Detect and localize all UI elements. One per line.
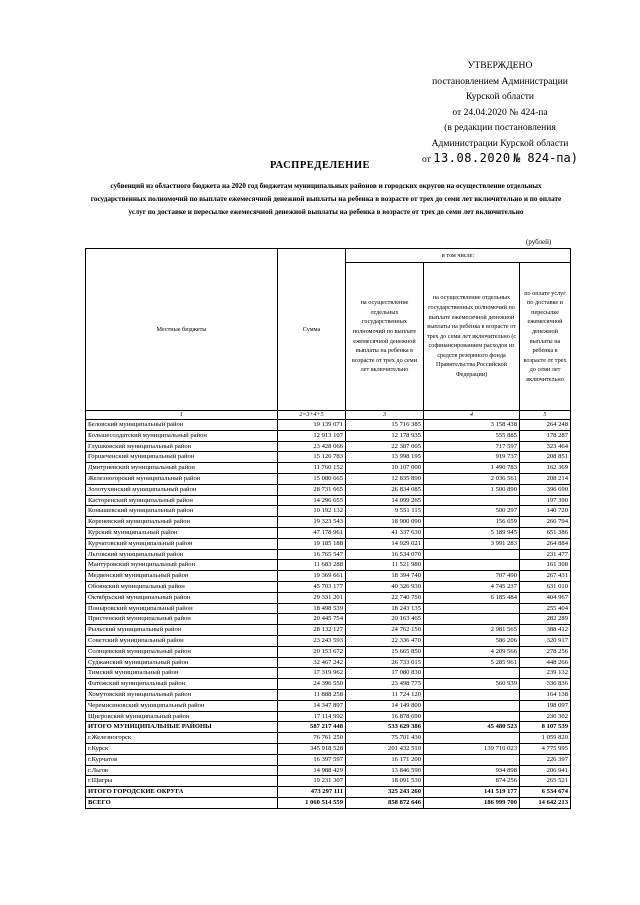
col3-cell: 17 080 830 bbox=[346, 668, 424, 679]
approval-line-2: постановлением Администрации bbox=[432, 75, 568, 87]
col4-cell: 874 256 bbox=[424, 776, 520, 787]
budget-name-cell: Конышевский муниципальный район bbox=[86, 506, 278, 517]
table-row bbox=[86, 441, 571, 452]
table-row bbox=[86, 495, 571, 506]
col4-cell: 3 991 283 bbox=[424, 538, 520, 549]
col3-cell: 16 878 690 bbox=[346, 711, 424, 722]
sum-cell: 29 331 201 bbox=[278, 592, 346, 603]
col5-cell: 14 642 213 bbox=[520, 797, 571, 808]
sum-cell: 11 683 288 bbox=[278, 560, 346, 571]
col5-cell: 388 412 bbox=[520, 625, 571, 636]
col4-cell: 6 185 484 bbox=[424, 592, 520, 603]
col4-cell: 2 036 561 bbox=[424, 473, 520, 484]
table-row bbox=[86, 625, 571, 636]
budget-name-cell: Щигровский муниципальный район bbox=[86, 711, 278, 722]
col5-cell: 178 287 bbox=[520, 430, 571, 441]
table-row bbox=[86, 657, 571, 668]
col3-cell: 26 733 015 bbox=[346, 657, 424, 668]
header-local-budgets: Местные бюджеты bbox=[86, 249, 278, 411]
col3-cell: 18 394 740 bbox=[346, 571, 424, 582]
col3-cell: 40 326 930 bbox=[346, 581, 424, 592]
col5-cell: 4 775 995 bbox=[520, 743, 571, 754]
budget-name-cell: г.Курчатов bbox=[86, 754, 278, 765]
col5-cell: 448 266 bbox=[520, 657, 571, 668]
col4-cell bbox=[424, 560, 520, 571]
col5-cell: 265 521 bbox=[520, 776, 571, 787]
budget-name-cell: ИТОГО ГОРОДСКИЕ ОКРУГА bbox=[86, 787, 278, 798]
col4-cell bbox=[424, 495, 520, 506]
table-row bbox=[86, 603, 571, 614]
col5-cell: 198 097 bbox=[520, 700, 571, 711]
sum-cell: 19 139 071 bbox=[278, 420, 346, 431]
table-row bbox=[86, 538, 571, 549]
sum-cell: 16 397 597 bbox=[278, 754, 346, 765]
col4-cell: 560 939 bbox=[424, 679, 520, 690]
col5-cell: 197 390 bbox=[520, 495, 571, 506]
col5-cell: 206 941 bbox=[520, 765, 571, 776]
budget-name-cell: г.Железногорск bbox=[86, 733, 278, 744]
budget-name-cell: Кореневский муниципальный район bbox=[86, 517, 278, 528]
sum-cell: 10 192 132 bbox=[278, 506, 346, 517]
column-index-row bbox=[86, 411, 571, 420]
col3-cell: 11 521 980 bbox=[346, 560, 424, 571]
col3-cell: 325 243 260 bbox=[346, 787, 424, 798]
header-sum: Сумма bbox=[278, 249, 346, 411]
budget-name-cell: г.Льгов bbox=[86, 765, 278, 776]
col3-cell: 14 149 800 bbox=[346, 700, 424, 711]
budget-name-cell: ИТОГО МУНИЦИПАЛЬНЫЕ РАЙОНЫ bbox=[86, 722, 278, 733]
budget-name-cell: ВСЕГО bbox=[86, 797, 278, 808]
table-row bbox=[86, 484, 571, 495]
col3-cell: 23 498 775 bbox=[346, 679, 424, 690]
table-row bbox=[86, 765, 571, 776]
sum-cell: 16 765 547 bbox=[278, 549, 346, 560]
col4-cell: 500 297 bbox=[424, 506, 520, 517]
sum-cell: 345 918 528 bbox=[278, 743, 346, 754]
budget-name-cell: Солнцевский муниципальный район bbox=[86, 646, 278, 657]
col3-cell: 14 099 265 bbox=[346, 495, 424, 506]
col4-cell: 717 597 bbox=[424, 441, 520, 452]
col4-cell: 186 999 700 bbox=[424, 797, 520, 808]
budget-name-cell: Обоянский муниципальный район bbox=[86, 581, 278, 592]
col4-cell bbox=[424, 549, 520, 560]
budget-name-cell: Медвенский муниципальный район bbox=[86, 571, 278, 582]
col3-cell: 20 163 465 bbox=[346, 614, 424, 625]
table-row bbox=[86, 571, 571, 582]
col4-cell: 141 519 177 bbox=[424, 787, 520, 798]
budget-name-cell: Большесолдатский муниципальный район bbox=[86, 430, 278, 441]
col5-cell: 320 917 bbox=[520, 635, 571, 646]
col5-cell: 239 132 bbox=[520, 668, 571, 679]
col5-cell: 651 386 bbox=[520, 527, 571, 538]
col5-cell: 140 720 bbox=[520, 506, 571, 517]
header-col4: на осуществление отдельных государственных полномочий по выплате ежемесячной денежной выплаты на ребенка в возрасте от трех до семи лет включительно (с софинансированием расходов из средств резервного фонда Правительства Российской Федерации) bbox=[424, 263, 520, 411]
index-cell: 2=3+4+5 bbox=[278, 411, 346, 420]
budget-name-cell: Глушковский муниципальный район bbox=[86, 441, 278, 452]
budget-name-cell: Горшеченский муниципальный район bbox=[86, 452, 278, 463]
budget-name-cell: Тимский муниципальный район bbox=[86, 668, 278, 679]
col4-cell: 139 710 023 bbox=[424, 743, 520, 754]
sum-cell: 473 297 111 bbox=[278, 787, 346, 798]
budget-name-cell: Железногорский муниципальный район bbox=[86, 473, 278, 484]
col3-cell: 15 716 385 bbox=[346, 420, 424, 431]
table-row bbox=[86, 560, 571, 571]
table-row bbox=[86, 517, 571, 528]
index-cell: 5 bbox=[520, 411, 571, 420]
col3-cell: 13 846 590 bbox=[346, 765, 424, 776]
col4-cell: 1 500 890 bbox=[424, 484, 520, 495]
table-row bbox=[86, 592, 571, 603]
approval-ref-prefix: от bbox=[422, 154, 431, 165]
col3-cell: 26 834 085 bbox=[346, 484, 424, 495]
col3-cell: 16 171 200 bbox=[346, 754, 424, 765]
col5-cell: 404 967 bbox=[520, 592, 571, 603]
approval-stamp bbox=[400, 58, 600, 168]
sum-cell: 20 153 672 bbox=[278, 646, 346, 657]
col3-cell: 41 337 630 bbox=[346, 527, 424, 538]
col3-cell: 11 724 120 bbox=[346, 689, 424, 700]
col5-cell: 264 884 bbox=[520, 538, 571, 549]
budget-name-cell: Октябрьский муниципальный район bbox=[86, 592, 278, 603]
sum-cell: 23 428 066 bbox=[278, 441, 346, 452]
col3-cell: 24 762 150 bbox=[346, 625, 424, 636]
col3-cell: 22 336 470 bbox=[346, 635, 424, 646]
index-cell: 1 bbox=[86, 411, 278, 420]
approval-line-1: УТВЕРЖДЕНО bbox=[467, 60, 533, 71]
col5-cell: 255 404 bbox=[520, 603, 571, 614]
table-row bbox=[86, 733, 571, 744]
sum-cell: 23 243 593 bbox=[278, 635, 346, 646]
header-col5: по оплате услуг по доставке и пересылке ежемесячной денежной выплаты на ребенка в возрасте от трех до семи лет включительно bbox=[520, 263, 571, 411]
distribution-table bbox=[85, 248, 571, 809]
sum-cell: 17 319 962 bbox=[278, 668, 346, 679]
col5-cell: 323 464 bbox=[520, 441, 571, 452]
table-row bbox=[86, 711, 571, 722]
sum-cell: 15 080 665 bbox=[278, 473, 346, 484]
sum-cell: 19 231 307 bbox=[278, 776, 346, 787]
col4-cell: 919 737 bbox=[424, 452, 520, 463]
sum-cell: 19 323 543 bbox=[278, 517, 346, 528]
col5-cell: 162 369 bbox=[520, 463, 571, 474]
table-row bbox=[86, 743, 571, 754]
col3-cell: 13 998 195 bbox=[346, 452, 424, 463]
document-subtitle: субвенций из областного бюджета на 2020 год бюджетам муниципальных районов и городских округов на осуществление отдельных государственных полномочий по выплате ежемесячной денежной выплаты на ребенка в возрасте от трех до семи лет включительно и по оплате услуг по доставке и пересылке ежемесячной денежной выплаты на ребенка в возрасте от трех до семи лет включительно bbox=[90, 182, 562, 216]
table-total-row bbox=[86, 787, 571, 798]
document-title: РАСПРЕДЕЛЕНИЕ bbox=[269, 160, 371, 171]
col4-cell bbox=[424, 614, 520, 625]
col5-cell: 236 302 bbox=[520, 711, 571, 722]
sum-cell: 12 913 107 bbox=[278, 430, 346, 441]
table-body bbox=[86, 411, 571, 809]
budget-name-cell: Фатежский муниципальный район bbox=[86, 679, 278, 690]
sum-cell: 14 347 897 bbox=[278, 700, 346, 711]
table-row bbox=[86, 527, 571, 538]
table-row bbox=[86, 473, 571, 484]
budget-name-cell: Льговский муниципальный район bbox=[86, 549, 278, 560]
table-row bbox=[86, 668, 571, 679]
budget-name-cell: Черемисиновский муниципальный район bbox=[86, 700, 278, 711]
approval-ref-date: 13.08.2020 bbox=[433, 151, 511, 165]
budget-name-cell: Золотухинский муниципальный район bbox=[86, 484, 278, 495]
sum-cell: 32 467 242 bbox=[278, 657, 346, 668]
budget-name-cell: Мантуровский муниципальный район bbox=[86, 560, 278, 571]
budget-name-cell: Пристенский муниципальный район bbox=[86, 614, 278, 625]
table-row bbox=[86, 452, 571, 463]
budget-name-cell: Курчатовский муниципальный район bbox=[86, 538, 278, 549]
sum-cell: 24 396 550 bbox=[278, 679, 346, 690]
col4-cell: 156 659 bbox=[424, 517, 520, 528]
col4-cell: 45 480 523 bbox=[424, 722, 520, 733]
col4-cell bbox=[424, 754, 520, 765]
col3-cell: 75 701 430 bbox=[346, 733, 424, 744]
table-row bbox=[86, 463, 571, 474]
col5-cell: 631 010 bbox=[520, 581, 571, 592]
table-total-row bbox=[86, 797, 571, 808]
col4-cell: 2 981 565 bbox=[424, 625, 520, 636]
col4-cell bbox=[424, 603, 520, 614]
budget-name-cell: г.Щигры bbox=[86, 776, 278, 787]
units-label: (рублей) bbox=[526, 238, 552, 246]
col5-cell: 226 397 bbox=[520, 754, 571, 765]
sum-cell: 14 988 429 bbox=[278, 765, 346, 776]
col5-cell: 282 289 bbox=[520, 614, 571, 625]
sum-cell: 587 217 448 bbox=[278, 722, 346, 733]
budget-name-cell: Рыльский муниципальный район bbox=[86, 625, 278, 636]
col5-cell: 208 851 bbox=[520, 452, 571, 463]
table-row bbox=[86, 549, 571, 560]
col3-cell: 10 107 000 bbox=[346, 463, 424, 474]
table-row bbox=[86, 430, 571, 441]
col3-cell: 533 629 386 bbox=[346, 722, 424, 733]
col3-cell: 12 178 935 bbox=[346, 430, 424, 441]
table-row bbox=[86, 614, 571, 625]
col4-cell: 934 898 bbox=[424, 765, 520, 776]
col4-cell: 586 206 bbox=[424, 635, 520, 646]
budget-name-cell: Поныровский муниципальный район bbox=[86, 603, 278, 614]
sum-cell: 20 445 754 bbox=[278, 614, 346, 625]
table-row bbox=[86, 506, 571, 517]
approval-ref-number: № 824-па) bbox=[512, 151, 578, 165]
budget-name-cell: Курский муниципальный район bbox=[86, 527, 278, 538]
col5-cell: 396 690 bbox=[520, 484, 571, 495]
col3-cell: 22 740 750 bbox=[346, 592, 424, 603]
budget-name-cell: Советский муниципальный район bbox=[86, 635, 278, 646]
col3-cell: 15 665 850 bbox=[346, 646, 424, 657]
sum-cell: 47 178 961 bbox=[278, 527, 346, 538]
sum-cell: 14 296 655 bbox=[278, 495, 346, 506]
col3-cell: 9 551 115 bbox=[346, 506, 424, 517]
col3-cell: 12 835 890 bbox=[346, 473, 424, 484]
col5-cell: 161 308 bbox=[520, 560, 571, 571]
budget-name-cell: Касторенский муниципальный район bbox=[86, 495, 278, 506]
table-row bbox=[86, 679, 571, 690]
sum-cell: 11 760 152 bbox=[278, 463, 346, 474]
budget-name-cell: Суджанский муниципальный район bbox=[86, 657, 278, 668]
col4-cell bbox=[424, 700, 520, 711]
col5-cell: 8 107 539 bbox=[520, 722, 571, 733]
sum-cell: 18 498 539 bbox=[278, 603, 346, 614]
budget-name-cell: Хомутовский муниципальный район bbox=[86, 689, 278, 700]
col4-cell bbox=[424, 689, 520, 700]
approval-line-3: Курской области bbox=[465, 91, 535, 102]
col3-cell: 858 872 646 bbox=[346, 797, 424, 808]
col5-cell: 164 138 bbox=[520, 689, 571, 700]
table-row bbox=[86, 689, 571, 700]
table-row bbox=[86, 635, 571, 646]
sum-cell: 17 114 992 bbox=[278, 711, 346, 722]
col5-cell: 6 534 674 bbox=[520, 787, 571, 798]
col3-cell: 18 091 530 bbox=[346, 776, 424, 787]
table-row bbox=[86, 581, 571, 592]
table-row bbox=[86, 700, 571, 711]
col4-cell bbox=[424, 668, 520, 679]
approval-line-5: (в редакции постановления bbox=[444, 122, 556, 133]
table-row bbox=[86, 420, 571, 431]
sum-cell: 19 369 661 bbox=[278, 571, 346, 582]
table-row bbox=[86, 754, 571, 765]
col4-cell: 4 209 566 bbox=[424, 646, 520, 657]
col5-cell: 1 059 820 bbox=[520, 733, 571, 744]
table-row bbox=[86, 646, 571, 657]
index-cell: 3 bbox=[346, 411, 424, 420]
col5-cell: 264 248 bbox=[520, 420, 571, 431]
sum-cell: 15 126 783 bbox=[278, 452, 346, 463]
col5-cell: 267 431 bbox=[520, 571, 571, 582]
col4-cell: 4 745 237 bbox=[424, 581, 520, 592]
table-total-row bbox=[86, 722, 571, 733]
header-col3: на осуществление отдельных государственных полномочий по выплате ежемесячной денежной выплаты на ребенка в возрасте от трех до семи лет включительно bbox=[346, 263, 424, 411]
col5-cell: 278 256 bbox=[520, 646, 571, 657]
col3-cell: 22 387 005 bbox=[346, 441, 424, 452]
sum-cell: 1 060 514 559 bbox=[278, 797, 346, 808]
col4-cell: 707 490 bbox=[424, 571, 520, 582]
col4-cell: 5 285 961 bbox=[424, 657, 520, 668]
col4-cell: 5 189 945 bbox=[424, 527, 520, 538]
approval-line-4: от 24.04.2020 № 424-па bbox=[452, 106, 548, 118]
col3-cell: 16 534 070 bbox=[346, 549, 424, 560]
col4-cell: 1 490 783 bbox=[424, 463, 520, 474]
sum-cell: 76 761 250 bbox=[278, 733, 346, 744]
col3-cell: 14 929 021 bbox=[346, 538, 424, 549]
sum-cell: 28 731 665 bbox=[278, 484, 346, 495]
budget-name-cell: Беловский муниципальный район bbox=[86, 420, 278, 431]
col4-cell: 555 885 bbox=[424, 430, 520, 441]
col4-cell bbox=[424, 733, 520, 744]
col5-cell: 231 477 bbox=[520, 549, 571, 560]
approval-line-6: Администрации Курской области bbox=[431, 137, 569, 149]
budget-name-cell: г.Курск bbox=[86, 743, 278, 754]
col5-cell: 336 836 bbox=[520, 679, 571, 690]
col3-cell: 201 432 510 bbox=[346, 743, 424, 754]
col3-cell: 18 243 135 bbox=[346, 603, 424, 614]
sum-cell: 11 888 258 bbox=[278, 689, 346, 700]
col5-cell: 266 794 bbox=[520, 517, 571, 528]
sum-cell: 45 703 177 bbox=[278, 581, 346, 592]
budget-name-cell: Дмитриевский муниципальный район bbox=[86, 463, 278, 474]
col3-cell: 18 900 090 bbox=[346, 517, 424, 528]
col4-cell bbox=[424, 711, 520, 722]
col5-cell: 208 214 bbox=[520, 473, 571, 484]
index-cell: 4 bbox=[424, 411, 520, 420]
sum-cell: 19 185 188 bbox=[278, 538, 346, 549]
sum-cell: 28 132 127 bbox=[278, 625, 346, 636]
header-including: в том числе: bbox=[346, 249, 571, 263]
table-row bbox=[86, 776, 571, 787]
col4-cell: 3 158 438 bbox=[424, 420, 520, 431]
